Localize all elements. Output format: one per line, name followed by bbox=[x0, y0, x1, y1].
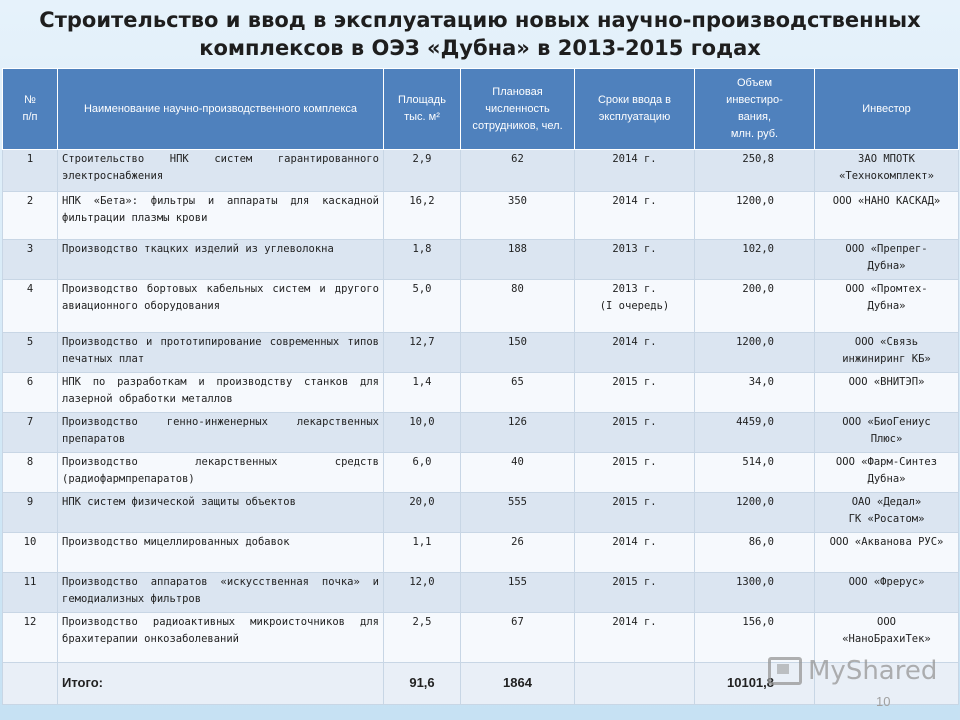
total-staff: 1864 bbox=[461, 663, 575, 705]
table-row-3 bbox=[3, 240, 959, 280]
cell-area: 16,2 bbox=[384, 192, 461, 240]
cell-staff: 555 bbox=[461, 493, 575, 533]
table-body bbox=[3, 150, 959, 705]
cell-number: 5 bbox=[3, 333, 58, 373]
cell-investment: 1200,0 bbox=[695, 192, 815, 240]
cell-investment: 156,0 bbox=[695, 613, 815, 663]
table-row-8 bbox=[3, 453, 959, 493]
table-row-6 bbox=[3, 373, 959, 413]
cell-name: НПК по разработкам и производству станков для лазерной обработки металлов bbox=[58, 373, 384, 413]
cell-investment: 514,0 bbox=[695, 453, 815, 493]
title-line-2: комплексов в ОЭЗ «Дубна» в 2013-2015 годах bbox=[199, 36, 761, 60]
header-investor: Инвестор bbox=[815, 69, 959, 150]
cell-number: 11 bbox=[3, 573, 58, 613]
presentation-icon bbox=[768, 657, 802, 685]
table-row-12 bbox=[3, 613, 959, 663]
cell-date: 2014 г. bbox=[575, 613, 695, 663]
total-investment: 10101,8 bbox=[695, 663, 815, 705]
header-staff: Плановая численность сотрудников, чел. bbox=[461, 69, 575, 150]
cell-investment: 4459,0 bbox=[695, 413, 815, 453]
cell-investment: 102,0 bbox=[695, 240, 815, 280]
cell-investor: ООО «Препрег- Дубна» bbox=[815, 240, 959, 280]
cell-area: 12,0 bbox=[384, 573, 461, 613]
header-area: Площадь тыс. м² bbox=[384, 69, 461, 150]
cell-staff: 62 bbox=[461, 150, 575, 192]
cell-area: 6,0 bbox=[384, 453, 461, 493]
header-number: № п/п bbox=[3, 69, 58, 150]
cell-investor: ООО «Фрерус» bbox=[815, 573, 959, 613]
header-name: Наименование научно-производственного комплекса bbox=[58, 69, 384, 150]
cell-date: 2014 г. bbox=[575, 150, 695, 192]
cell-investor: ООО «Акванова РУС» bbox=[815, 533, 959, 573]
cell-date: 2015 г. bbox=[575, 573, 695, 613]
table-row-9 bbox=[3, 493, 959, 533]
cell-area: 2,5 bbox=[384, 613, 461, 663]
cell-name: НПК «Бета»: фильтры и аппараты для каскадной фильтрации плазмы крови bbox=[58, 192, 384, 240]
cell-name: Производство ткацких изделий из углеволокна bbox=[58, 240, 384, 280]
cell-investor: ООО «Фарм-Синтез Дубна» bbox=[815, 453, 959, 493]
cell-number: 10 bbox=[3, 533, 58, 573]
cell-date: 2014 г. bbox=[575, 192, 695, 240]
table-row-2 bbox=[3, 192, 959, 240]
cell-investor: ООО «НаноБрахиТек» bbox=[815, 613, 959, 663]
cell-date: 2015 г. bbox=[575, 453, 695, 493]
cell-name: Производство бортовых кабельных систем и другого авиационного оборудования bbox=[58, 280, 384, 333]
cell-staff: 80 bbox=[461, 280, 575, 333]
cell-date: 2013 г. bbox=[575, 240, 695, 280]
cell-staff: 40 bbox=[461, 453, 575, 493]
cell-investor: ООО «Промтех- Дубна» bbox=[815, 280, 959, 333]
header-dates: Сроки ввода в эксплуатацию bbox=[575, 69, 695, 150]
cell-date: 2014 г. bbox=[575, 533, 695, 573]
slide-title bbox=[0, 6, 960, 62]
cell-date: 2014 г. bbox=[575, 333, 695, 373]
cell-name: НПК систем физической защиты объектов bbox=[58, 493, 384, 533]
cell-name: Производство лекарственных средств (радиофармпрепаратов) bbox=[58, 453, 384, 493]
myshared-watermark bbox=[768, 656, 937, 686]
cell-staff: 155 bbox=[461, 573, 575, 613]
cell-area: 20,0 bbox=[384, 493, 461, 533]
cell-number: 2 bbox=[3, 192, 58, 240]
cell-area: 2,9 bbox=[384, 150, 461, 192]
total-dates-empty bbox=[575, 663, 695, 705]
cell-number: 9 bbox=[3, 493, 58, 533]
cell-area: 12,7 bbox=[384, 333, 461, 373]
cell-area: 1,1 bbox=[384, 533, 461, 573]
cell-name: Производство мицеллированных добавок bbox=[58, 533, 384, 573]
table-header-row bbox=[3, 69, 959, 150]
cell-investment: 86,0 bbox=[695, 533, 815, 573]
cell-investor: ООО «БиоГениус Плюс» bbox=[815, 413, 959, 453]
cell-staff: 350 bbox=[461, 192, 575, 240]
cell-number: 1 bbox=[3, 150, 58, 192]
cell-investment: 1300,0 bbox=[695, 573, 815, 613]
cell-investment: 34,0 bbox=[695, 373, 815, 413]
cell-name: Производство генно-инженерных лекарственных препаратов bbox=[58, 413, 384, 453]
cell-area: 10,0 bbox=[384, 413, 461, 453]
cell-staff: 26 bbox=[461, 533, 575, 573]
cell-staff: 67 bbox=[461, 613, 575, 663]
cell-date: 2013 г. (I очередь) bbox=[575, 280, 695, 333]
cell-name: Производство и прототипирование современных типов печатных плат bbox=[58, 333, 384, 373]
cell-staff: 150 bbox=[461, 333, 575, 373]
table-row-10 bbox=[3, 533, 959, 573]
total-area: 91,6 bbox=[384, 663, 461, 705]
title-line-1: Строительство и ввод в эксплуатацию новых научно-производственных bbox=[39, 8, 921, 32]
cell-number: 8 bbox=[3, 453, 58, 493]
cell-investor: ООО «НАНО КАСКАД» bbox=[815, 192, 959, 240]
cell-investor: ООО «ВНИТЭП» bbox=[815, 373, 959, 413]
cell-area: 1,4 bbox=[384, 373, 461, 413]
total-label: Итого: bbox=[58, 663, 384, 705]
table-row-5 bbox=[3, 333, 959, 373]
cell-name: Производство аппаратов «искусственная почка» и гемодиализных фильтров bbox=[58, 573, 384, 613]
cell-investment: 1200,0 bbox=[695, 493, 815, 533]
cell-date: 2015 г. bbox=[575, 413, 695, 453]
table-row-4 bbox=[3, 280, 959, 333]
cell-date: 2015 г. bbox=[575, 373, 695, 413]
page-number: 10 bbox=[876, 694, 891, 709]
cell-number: 4 bbox=[3, 280, 58, 333]
cell-number: 3 bbox=[3, 240, 58, 280]
cell-investor: ЗАО МПОТК «Технокомплект» bbox=[815, 150, 959, 192]
cell-investment: 250,8 bbox=[695, 150, 815, 192]
projects-table bbox=[2, 68, 959, 705]
cell-staff: 65 bbox=[461, 373, 575, 413]
table-row-1 bbox=[3, 150, 959, 192]
cell-area: 1,8 bbox=[384, 240, 461, 280]
cell-investor: ООО «Связь инжиниринг КБ» bbox=[815, 333, 959, 373]
watermark-text: MyShared bbox=[808, 656, 938, 686]
cell-area: 5,0 bbox=[384, 280, 461, 333]
cell-investment: 1200,0 bbox=[695, 333, 815, 373]
cell-staff: 188 bbox=[461, 240, 575, 280]
cell-investment: 200,0 bbox=[695, 280, 815, 333]
cell-name: Строительство НПК систем гарантированного электроснабжения bbox=[58, 150, 384, 192]
cell-name: Производство радиоактивных микроисточников для брахитерапии онкозаболеваний bbox=[58, 613, 384, 663]
header-investment: Объем инвестиро- вания, млн. руб. bbox=[695, 69, 815, 150]
cell-investor: ОАО «Дедал» ГК «Росатом» bbox=[815, 493, 959, 533]
cell-staff: 126 bbox=[461, 413, 575, 453]
cell-number: 7 bbox=[3, 413, 58, 453]
total-empty-cell bbox=[3, 663, 58, 705]
table-row-11 bbox=[3, 573, 959, 613]
cell-date: 2015 г. bbox=[575, 493, 695, 533]
table-row-7 bbox=[3, 413, 959, 453]
cell-number: 6 bbox=[3, 373, 58, 413]
cell-number: 12 bbox=[3, 613, 58, 663]
